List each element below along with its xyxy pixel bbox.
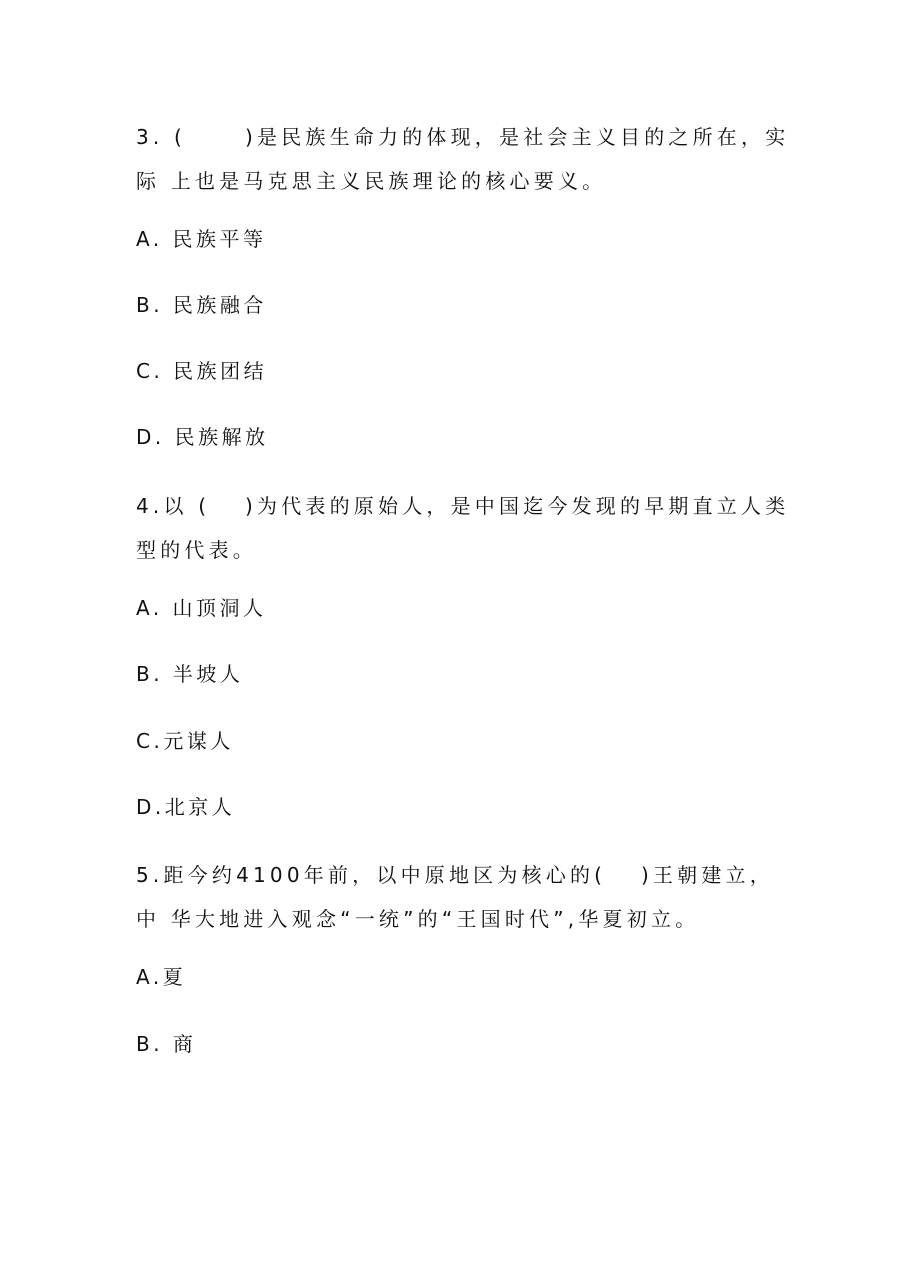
question-5-option-a: A.夏 xyxy=(136,965,187,989)
question-4-option-c: C.元谋人 xyxy=(136,729,234,753)
question-3-option-d: D. 民族解放 xyxy=(136,425,269,449)
question-5-option-b: B. 商 xyxy=(136,1032,197,1056)
question-5-stem-line-2: 中 华大地进入观念“一统”的“王国时代”,华夏初立。 xyxy=(136,907,700,931)
question-4-option-b: B. 半坡人 xyxy=(136,662,244,686)
question-3-stem-line-1: 3. ( )是民族生命力的体现，是社会主义目的之所在，实 xyxy=(136,125,790,149)
question-3-stem-line-2: 际 上也是马克思主义民族理论的核心要义。 xyxy=(136,169,607,193)
question-3-option-a: A. 民族平等 xyxy=(136,227,267,251)
question-4-stem-line-2: 型的代表。 xyxy=(136,538,257,562)
question-5-stem-line-1: 5.距今约4100年前，以中原地区为核心的( )王朝建立， xyxy=(136,863,774,887)
question-4-option-d: D.北京人 xyxy=(136,795,236,819)
question-3-option-c: C. 民族团结 xyxy=(136,359,268,383)
question-3-option-b: B. 民族融合 xyxy=(136,293,267,317)
question-4-option-a: A. 山顶洞人 xyxy=(136,596,267,620)
question-4-stem-line-1: 4.以 ( )为代表的原始人，是中国迄今发现的早期直立人类 xyxy=(136,494,790,518)
